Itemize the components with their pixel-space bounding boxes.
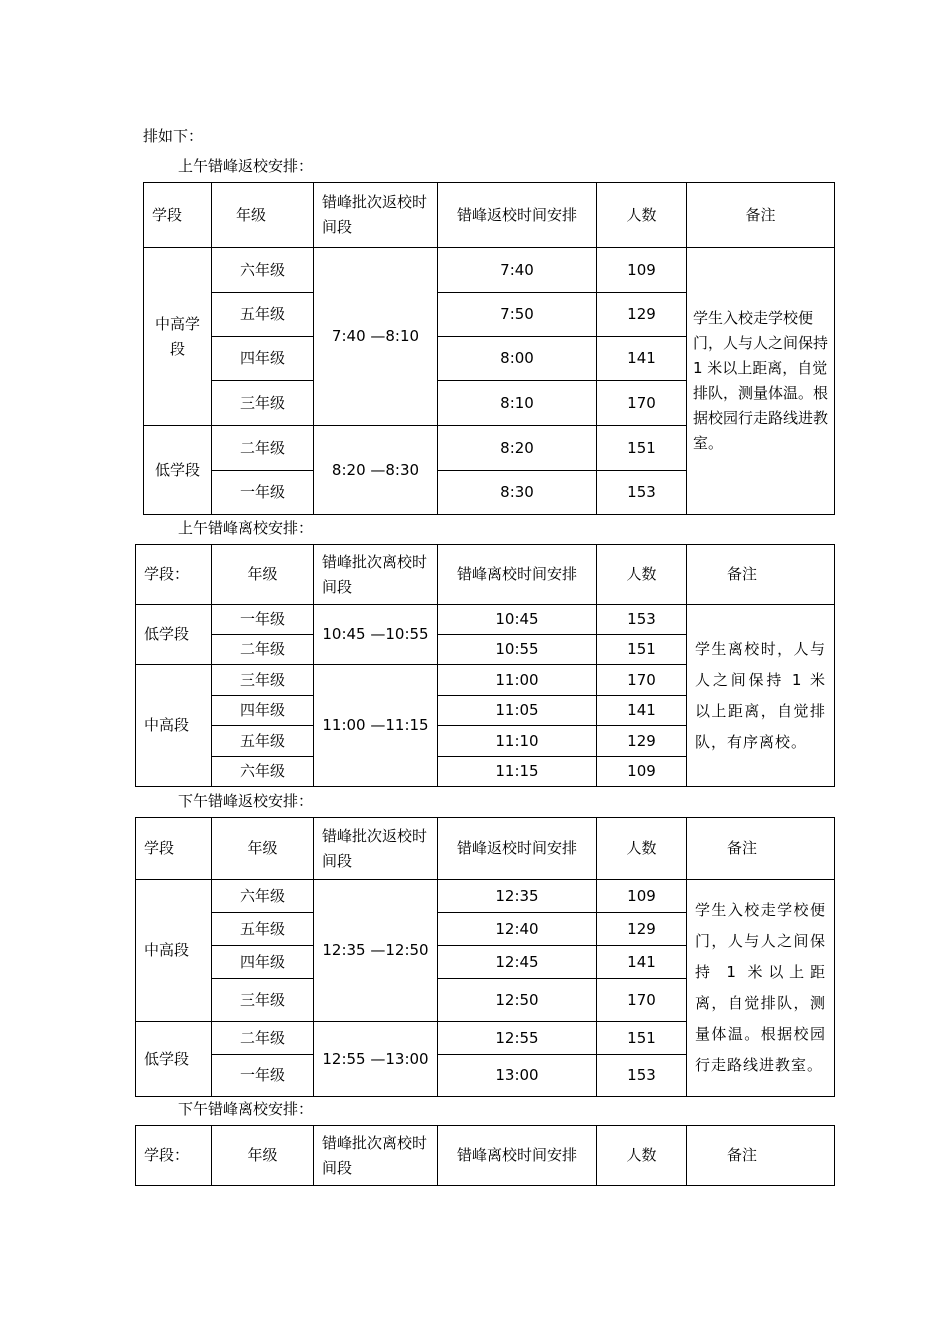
header-batch: 错峰批次返校时间段 — [314, 818, 438, 880]
time-cell: 12:55 — [438, 1022, 597, 1055]
morning-leave-table — [135, 544, 835, 787]
afternoon-leave-table — [135, 1125, 835, 1186]
grade-cell: 六年级 — [212, 248, 314, 293]
count-cell: 170 — [597, 381, 687, 426]
time-cell: 8:30 — [438, 471, 597, 515]
batch-cell: 12:55 —13:00 — [314, 1022, 438, 1097]
batch-cell: 10:45 —10:55 — [314, 605, 438, 665]
header-time: 错峰返校时间安排 — [438, 818, 597, 880]
grade-cell: 三年级 — [212, 979, 314, 1022]
count-cell: 153 — [597, 605, 687, 635]
header-grade: 年级 — [212, 545, 314, 605]
header-note: 备注 — [687, 545, 835, 605]
header-grade: 年级 — [212, 818, 314, 880]
count-cell: 109 — [597, 880, 687, 913]
time-cell: 12:35 — [438, 880, 597, 913]
batch-cell: 7:40 —8:10 — [314, 248, 438, 426]
count-cell: 109 — [597, 757, 687, 787]
grade-cell: 六年级 — [212, 880, 314, 913]
batch-cell: 11:00 —11:15 — [314, 665, 438, 787]
grade-cell: 二年级 — [212, 635, 314, 665]
segment-cell: 低学段 — [136, 1022, 212, 1097]
header-grade: 年级 — [212, 1126, 314, 1186]
time-cell: 12:40 — [438, 913, 597, 946]
intro-text: 排如下： — [143, 127, 204, 145]
table-header-row — [136, 1126, 835, 1186]
header-grade: 年级 — [212, 183, 314, 248]
time-cell: 7:50 — [438, 293, 597, 337]
table2-caption: 上午错峰离校安排： — [178, 519, 314, 537]
time-cell: 10:55 — [438, 635, 597, 665]
header-segment: 学段： — [136, 1126, 212, 1186]
table1-caption: 上午错峰返校安排： — [178, 157, 314, 175]
batch-cell: 12:35 —12:50 — [314, 880, 438, 1022]
count-cell: 151 — [597, 635, 687, 665]
count-cell: 141 — [597, 696, 687, 726]
count-cell: 151 — [597, 426, 687, 471]
count-cell: 141 — [597, 946, 687, 979]
count-cell: 170 — [597, 665, 687, 696]
grade-cell: 四年级 — [212, 337, 314, 381]
table-header-row — [136, 818, 835, 880]
grade-cell: 六年级 — [212, 757, 314, 787]
header-segment: 学段 — [144, 183, 212, 248]
time-cell: 7:40 — [438, 248, 597, 293]
time-cell: 12:50 — [438, 979, 597, 1022]
table3-caption: 下午错峰返校安排： — [178, 792, 314, 810]
grade-cell: 三年级 — [212, 381, 314, 426]
table-row — [136, 880, 835, 913]
count-cell: 170 — [597, 979, 687, 1022]
time-cell: 13:00 — [438, 1055, 597, 1097]
count-cell: 141 — [597, 337, 687, 381]
header-segment: 学段 — [136, 818, 212, 880]
grade-cell: 五年级 — [212, 293, 314, 337]
note-cell: 学生入校走学校便门，人与人之间保持 1 米以上距离，自觉排队，测量体温。根据校园行走路线进教室。 — [687, 248, 835, 515]
header-count: 人数 — [597, 818, 687, 880]
time-cell: 11:00 — [438, 665, 597, 696]
header-batch: 错峰批次离校时间段 — [314, 1126, 438, 1186]
header-time: 错峰离校时间安排 — [438, 545, 597, 605]
header-count: 人数 — [597, 545, 687, 605]
header-time: 错峰返校时间安排 — [438, 183, 597, 248]
table-row — [144, 248, 835, 293]
count-cell: 153 — [597, 471, 687, 515]
grade-cell: 五年级 — [212, 726, 314, 757]
note-cell: 学生入校走学校便门，人与人之间保持 1 米以上距离，自觉排队，测量体温。根据校园行走路线进教室。 — [687, 880, 835, 1097]
header-batch: 错峰批次返校时间段 — [314, 183, 438, 248]
time-cell: 8:00 — [438, 337, 597, 381]
header-note: 备注 — [687, 818, 835, 880]
segment-cell: 中高段 — [136, 880, 212, 1022]
count-cell: 153 — [597, 1055, 687, 1097]
header-batch: 错峰批次离校时间段 — [314, 545, 438, 605]
grade-cell: 五年级 — [212, 913, 314, 946]
time-cell: 12:45 — [438, 946, 597, 979]
header-time: 错峰离校时间安排 — [438, 1126, 597, 1186]
batch-cell: 8:20 —8:30 — [314, 426, 438, 515]
grade-cell: 二年级 — [212, 426, 314, 471]
grade-cell: 三年级 — [212, 665, 314, 696]
segment-cell: 低学段 — [144, 426, 212, 515]
table4-caption: 下午错峰离校安排： — [178, 1100, 314, 1118]
header-note: 备注 — [687, 1126, 835, 1186]
morning-return-table — [143, 182, 835, 515]
afternoon-return-table — [135, 817, 835, 1097]
grade-cell: 四年级 — [212, 946, 314, 979]
time-cell: 11:10 — [438, 726, 597, 757]
header-count: 人数 — [597, 1126, 687, 1186]
grade-cell: 一年级 — [212, 1055, 314, 1097]
segment-cell: 中高段 — [136, 665, 212, 787]
table-header-row — [136, 545, 835, 605]
count-cell: 151 — [597, 1022, 687, 1055]
count-cell: 129 — [597, 726, 687, 757]
segment-cell: 中高学段 — [144, 248, 212, 426]
grade-cell: 四年级 — [212, 696, 314, 726]
grade-cell: 一年级 — [212, 471, 314, 515]
table-row — [136, 605, 835, 635]
note-cell: 学生离校时，人与人之间保持 1 米以上距离，自觉排队，有序离校。 — [687, 605, 835, 787]
header-count: 人数 — [597, 183, 687, 248]
count-cell: 109 — [597, 248, 687, 293]
time-cell: 8:10 — [438, 381, 597, 426]
time-cell: 11:05 — [438, 696, 597, 726]
grade-cell: 二年级 — [212, 1022, 314, 1055]
grade-cell: 一年级 — [212, 605, 314, 635]
count-cell: 129 — [597, 293, 687, 337]
time-cell: 8:20 — [438, 426, 597, 471]
table-header-row — [144, 183, 835, 248]
time-cell: 11:15 — [438, 757, 597, 787]
segment-cell: 低学段 — [136, 605, 212, 665]
header-note: 备注 — [687, 183, 835, 248]
header-segment: 学段： — [136, 545, 212, 605]
count-cell: 129 — [597, 913, 687, 946]
time-cell: 10:45 — [438, 605, 597, 635]
